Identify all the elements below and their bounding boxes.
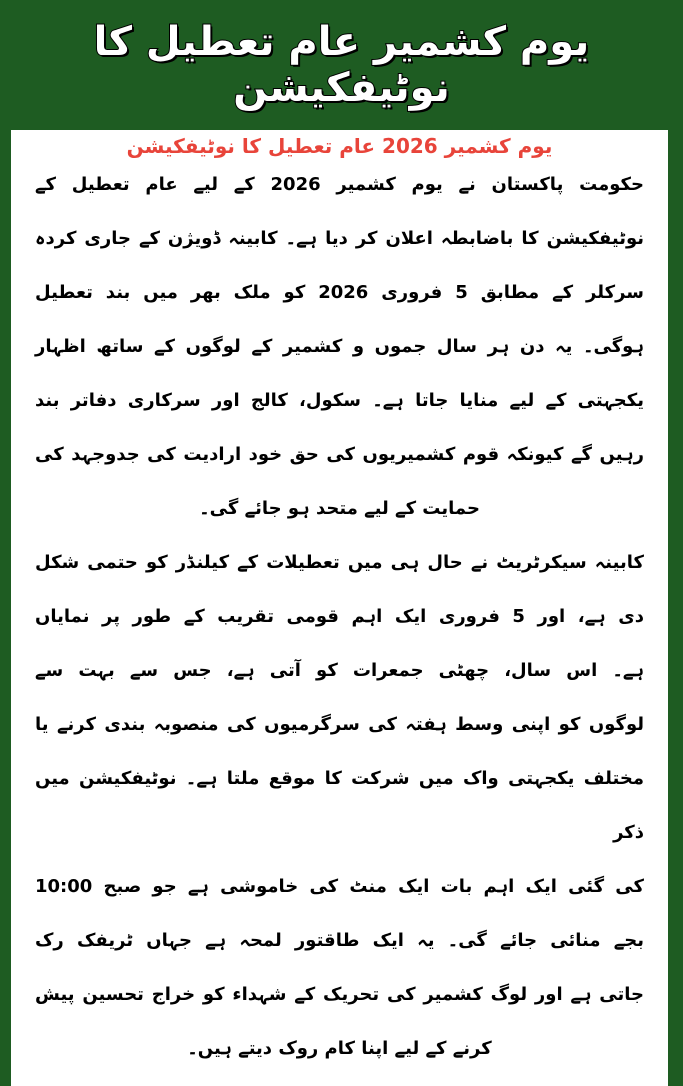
article-body: [35, 158, 644, 1076]
banner-header: [0, 0, 683, 130]
body-line: سرکلر کے مطابق 5 فروری 2026 کو ملک بھر میں بند تعطیل: [35, 282, 644, 303]
body-line: مختلف یکجہتی واک میں شرکت کا موقع ملتا ہے۔ نوٹیفکیشن میں ذکر: [35, 768, 644, 843]
body-line: ہوگی۔ یہ دن ہر سال جموں و کشمیر کے لوگوں کے ساتھ اظہار: [35, 336, 644, 357]
article-subtitle: یوم کشمیر 2026 عام تعطیل کا نوٹیفکیشن: [126, 134, 553, 158]
body-line: کابینہ سیکرٹریٹ نے حال ہی میں تعطیلات کے کیلنڈر کو حتمی شکل: [35, 552, 644, 573]
body-line: دی ہے، اور 5 فروری ایک اہم قومی تقریب کے طور پر نمایاں: [35, 606, 645, 627]
body-line: بجے منائی جائے گی۔ یہ ایک طاقتور لمحہ ہے جہاں ٹریفک رک: [35, 930, 644, 951]
body-line: کرنے کے لیے اپنا کام روک دیتے ہیں۔: [187, 1038, 492, 1059]
body-line: کی گئی ایک اہم بات ایک منٹ کی خاموشی ہے جو صبح 10:00: [35, 876, 644, 897]
body-line: حمایت کے لیے متحد ہو جائے گی۔: [199, 498, 480, 519]
body-line: نوٹیفکیشن کا باضابطہ اعلان کر دیا ہے۔ کابینہ ڈویژن کے جاری کردہ: [35, 228, 644, 249]
body-line: رہیں گے کیونکہ قوم کشمیریوں کی حق خود ارادیت کی جدوجہد کی: [35, 444, 644, 465]
body-line: ہے۔ اس سال، چھٹی جمعرات کو آتی ہے، جس سے بہت سے: [35, 660, 644, 681]
body-line: یکجہتی کے لیے منایا جاتا ہے۔ سکول، کالج اور سرکاری دفاتر بند: [35, 390, 644, 411]
banner-title: یوم کشمیر عام تعطیل کا نوٹیفکیشن: [93, 19, 590, 111]
article-panel: [11, 130, 668, 1086]
body-line: جاتی ہے اور لوگ کشمیر کی تحریک کے شہداء کو خراج تحسین پیش: [35, 984, 644, 1005]
body-line: لوگوں کو اپنی وسط ہفتہ کی سرگرمیوں کی منصوبہ بندی کرنے یا: [35, 714, 644, 735]
body-line: حکومت پاکستان نے یوم کشمیر 2026 کے لیے عام تعطیل کے: [35, 174, 644, 195]
